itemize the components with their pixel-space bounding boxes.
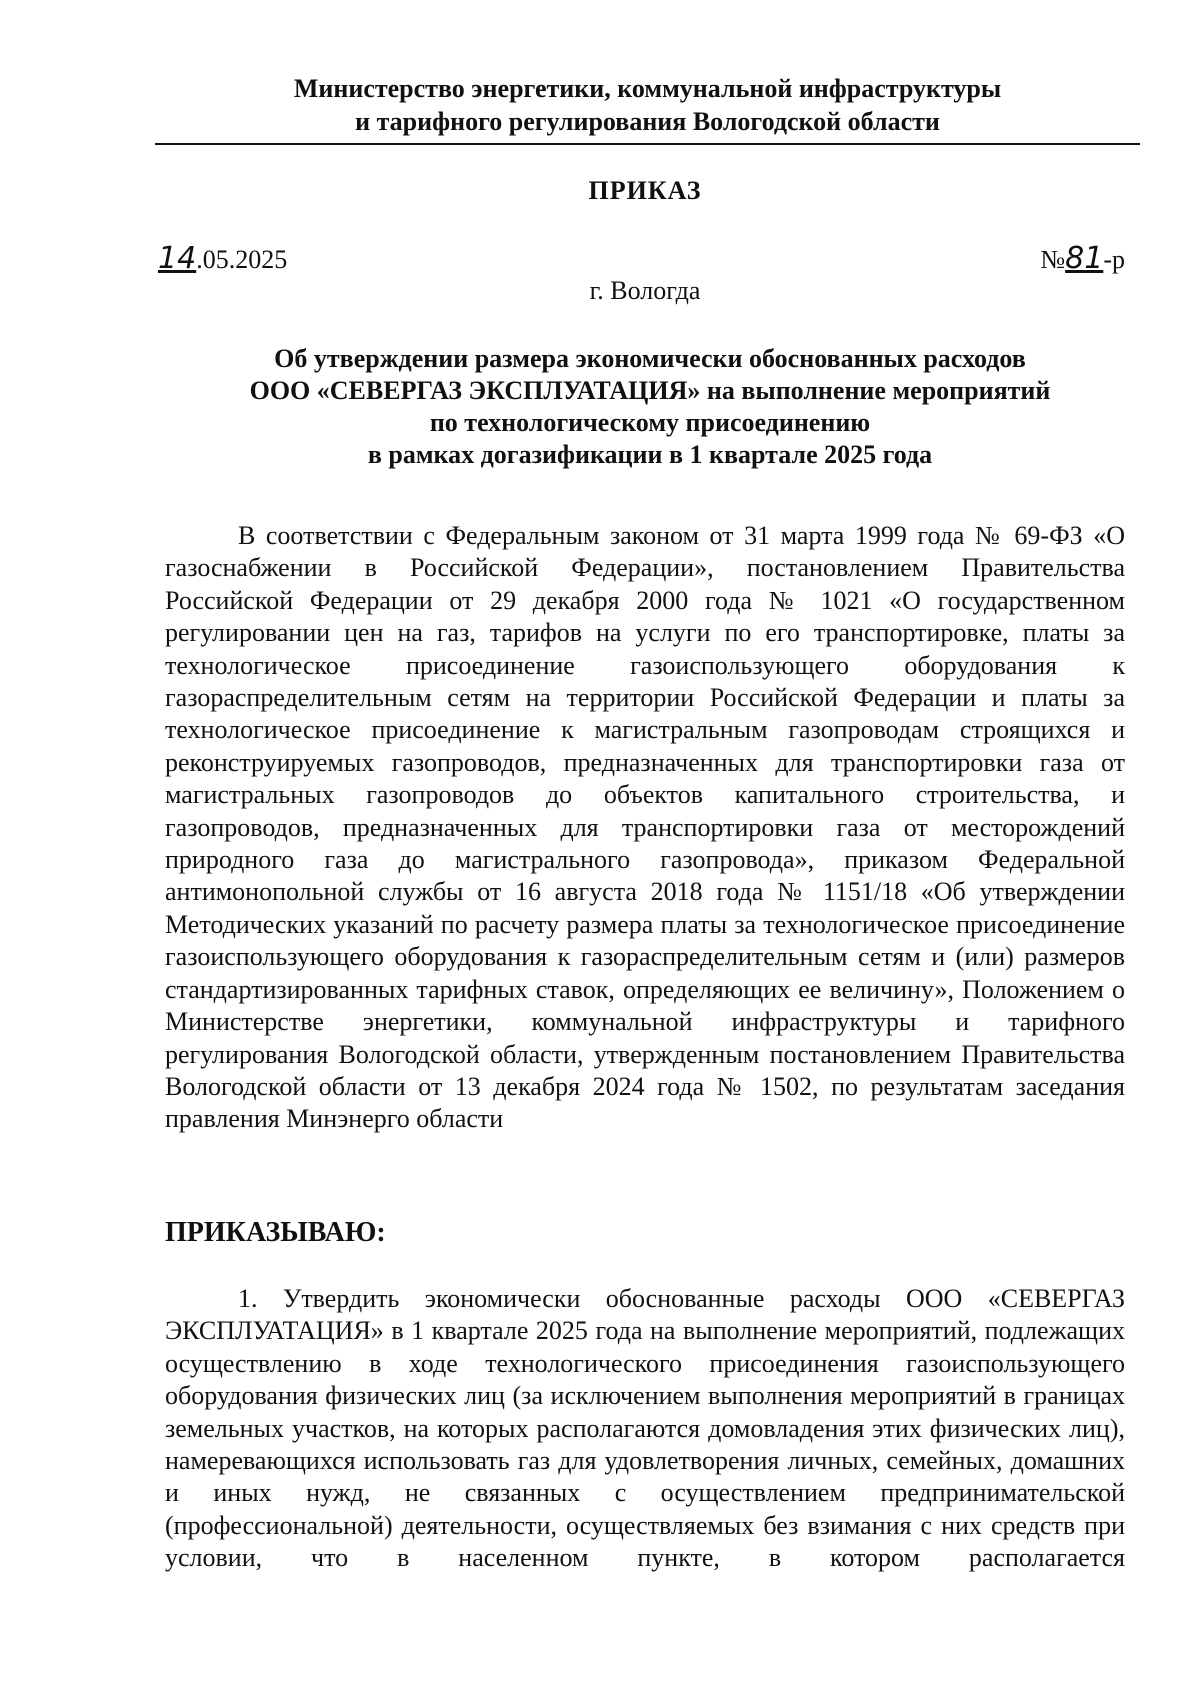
date-day-handwritten: 14 [158, 241, 197, 276]
document-subject [160, 343, 1140, 471]
ministry-header [155, 72, 1140, 138]
number-suffix: -р [1103, 245, 1125, 274]
item-1-paragraph [165, 1283, 1125, 1575]
subject-line2: ООО «СЕВЕРГАЗ ЭКСПЛУАТАЦИЯ» на выполнение мероприятий [249, 376, 1051, 405]
date-rest: .05.2025 [196, 245, 288, 274]
subject-line3: по технологическому присоединению [429, 408, 871, 437]
header-rule [155, 143, 1140, 145]
order-word: ПРИКАЗЫВАЮ: [165, 1217, 386, 1248]
document-number [1040, 241, 1125, 276]
number-handwritten: 81 [1065, 241, 1104, 276]
number-prefix: № [1040, 245, 1066, 274]
subject-line4: в рамках догазификации в 1 квартале 2025 года [367, 440, 933, 469]
document-date [158, 241, 287, 276]
city-line: г. Вологда [589, 276, 701, 305]
item-1-text: 1. Утвердить экономически обоснованные расходы ООО «СЕВЕРГАЗ ЭКСПЛУАТАЦИЯ» в 1 квартале 2025 года на выполнение мероприятий, подлежащих осуществлению в ходе технологического присоединения газоиспользующего оборудования физических лиц (за исключением выполнения мероприятий в границах земельных участков, на которых располагаются домовладения этих физических лиц), намеревающихся использовать газ для удовлетворения личных, семейных, домашних и иных нужд, не связанных с осуществлением предпринимательской (профессиональной) деятельности, осуществляемых без взимания с них средств при условии, что в населенном пункте, в котором располагается [165, 1284, 1125, 1573]
ministry-header-line1: Министерство энергетики, коммунальной инфраструктуры [293, 74, 1002, 103]
preamble-text: В соответствии с Федеральным законом от 31 марта 1999 года № 69-ФЗ «О газоснабжении в Российской Федерации», постановлением Правительства Российской Федерации от 29 декабря 2000 года № 1021 «О государственном регулировании цен на газ, тарифов на услуги по его транспортировке, платы за технологическое присоединение газоиспользующего оборудования к газораспределительным сетям на территории Российской Федерации и платы за технологическое присоединение к магистральным газопроводам строящихся и реконструируемых газопроводов, предназначенных для транспортировки газа от магистральных газопроводов до объектов капитального строительства, и газопроводов, предназначенных для транспортировки газа от месторождений природного газа до магистрального газопровода», приказом Федеральной антимонопольной службы от 16 августа 2018 года № 1151/18 «Об утверждении Методических указаний по расчету размера платы за технологическое присоединение газоиспользующего оборудования к газораспределительным сетям и (или) размеров стандартизированных тарифных ставок, определяющих ее величину», Положением о Министерстве энергетики, коммунальной инфраструктуры и тарифного регулирования Вологодской области, утвержденным постановлением Правительства Вологодской области от 13 декабря 2024 года № 1502, по результатам заседания правления Минэнерго области [165, 521, 1125, 1134]
ministry-header-line2: и тарифного регулирования Вологодской области [355, 107, 940, 136]
document-title: ПРИКАЗ [588, 176, 702, 205]
subject-line1: Об утверждении размера экономически обоснованных расходов [274, 344, 1026, 373]
preamble-paragraph [165, 520, 1125, 1136]
